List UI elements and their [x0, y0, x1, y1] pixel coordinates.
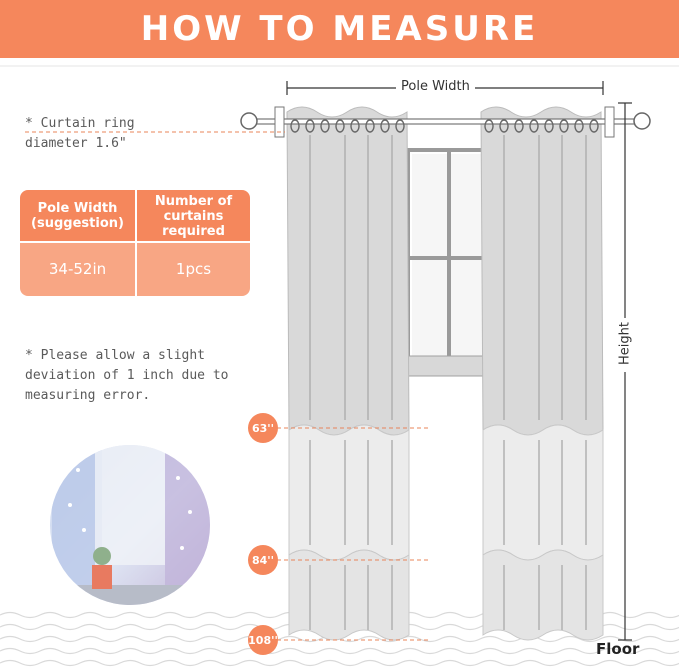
table-divider: [135, 190, 137, 296]
length-badge-108: 108'': [248, 625, 278, 655]
table-cell-curtains: 1pcs: [137, 242, 250, 296]
pole-width-label: Pole Width: [396, 79, 475, 94]
floor-label: Floor: [596, 640, 640, 658]
pole-width-table: [20, 190, 250, 296]
table-header-pole-width: Pole Width (suggestion): [20, 190, 135, 242]
deviation-note: * Please allow a slight deviation of 1 inch due to measuring error.: [25, 348, 229, 403]
height-label-wrap: [615, 318, 635, 372]
page-title: HOW TO MEASURE: [140, 9, 539, 49]
right-curtain: [481, 107, 603, 640]
curtain-ring-note: * Curtain ring diameter 1.6": [25, 116, 135, 151]
table-divider: [20, 241, 250, 243]
room-photo: [50, 445, 210, 605]
length-badge-63: 63'': [248, 413, 278, 443]
table-cell-pole-width: 34-52in: [20, 242, 135, 296]
length-badge-84: 84'': [248, 545, 278, 575]
window: [404, 150, 494, 376]
table-header-curtains: Number of curtains required: [137, 190, 250, 242]
height-label: Height: [617, 322, 633, 365]
